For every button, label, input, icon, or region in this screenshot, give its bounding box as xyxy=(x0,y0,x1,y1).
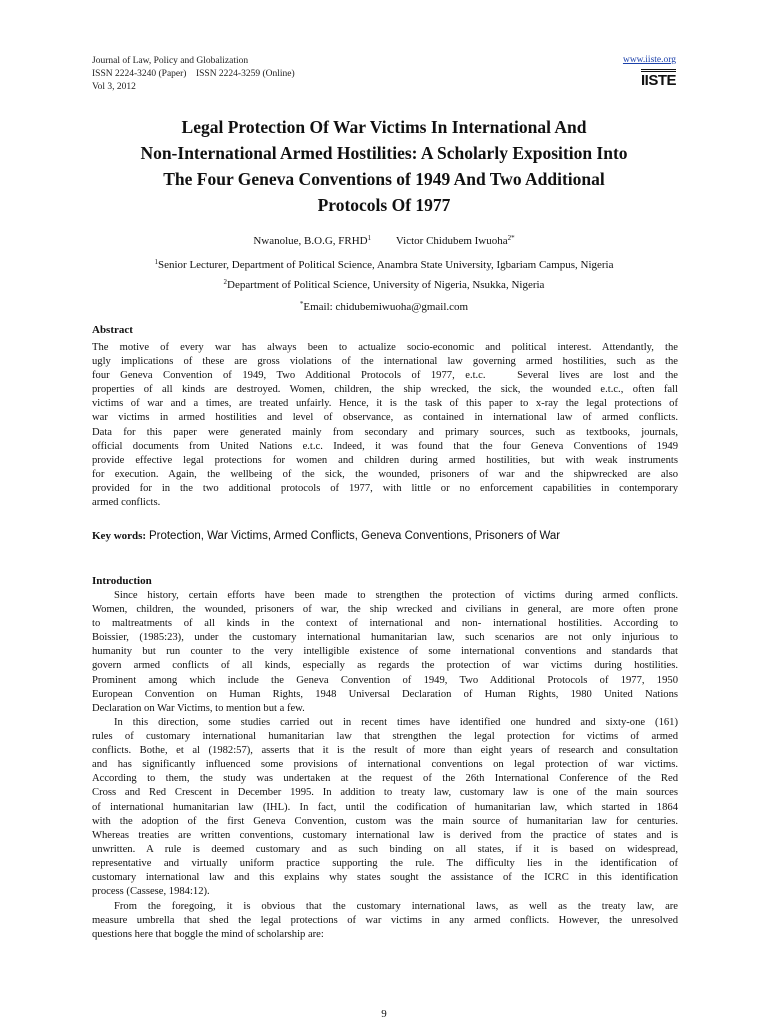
abstract-heading: Abstract xyxy=(92,324,133,336)
intro-line: conflicts. Bothe, et al (1982:57), asserts that it is the result of more than eight years of research and consultation xyxy=(92,745,678,757)
abstract-line: four Geneva Convention of 1949, Two Additional Protocols of 1977, e.t.c. Several lives are lost and the xyxy=(92,370,678,382)
intro-line: measure umbrella that shed the legal protections of war victims in any armed conflicts. However, the unresolved xyxy=(92,915,678,927)
intro-line: Boissier, (1985:23), under the customary international humanitarian law, such scenarios are not only injurious to xyxy=(92,632,678,644)
abstract-line: provide effective legal protections for women and children during armed hostilities, but with weak instruments xyxy=(92,454,678,466)
abstract-line: victims of war and a times, are treated unfairly. Hence, it is the task of this paper to x-ray the legal protections of xyxy=(92,398,678,410)
title-line: Non-International Armed Hostilities: A Scholarly Exposition Into xyxy=(140,143,628,163)
journal-name: Journal of Law, Policy and Globalization xyxy=(92,56,249,66)
intro-line: govern armed conflicts of all kinds, especially as regards the protection of war victims during hostilities. xyxy=(92,660,678,672)
intro-line: In this direction, some studies carried out in recent times have identified one hundred and sixty-one (161) xyxy=(114,717,678,728)
intro-line: rules of customary international humanitarian law that strengthen the legal protection for victims of armed xyxy=(92,731,678,743)
intro-line: and has significantly influenced some provisions of international conventions on legal protection of war victims. xyxy=(92,759,678,771)
journal-url-link[interactable]: www.iiste.org xyxy=(622,55,676,65)
abstract-line: armed conflicts. xyxy=(92,497,161,509)
introduction-paragraph-3 xyxy=(92,900,678,942)
intro-line: Women, children, the wounded, prisoners of war, the ship wrecked and civilians in general, are more often prone xyxy=(92,604,678,616)
journal-header xyxy=(92,55,295,94)
intro-line: Whereas treaties are written conventions, customary international law is derived from the practice of states and is xyxy=(92,829,678,841)
affiliation-1-sup: 1 xyxy=(154,258,158,266)
intro-line: representative and virtually uniform practice supporting the rule. The difficulty lies in the identification of xyxy=(92,857,678,869)
abstract-line: provided for in the two additional protocols of 1977, with little or no enforcement capabilities in contemporary xyxy=(92,482,678,494)
abstract-line: Data for this paper were generated mainly from secondary and primary sources, such as textbooks, journals, xyxy=(92,426,678,438)
author-2-sup: 2* xyxy=(507,234,515,242)
page-number: 9 xyxy=(381,1008,387,1020)
intro-line: Since history, certain efforts have been made to strengthen the protection of victims during armed conflicts. xyxy=(114,590,678,601)
author-line xyxy=(92,235,676,247)
keywords-label: Key words: xyxy=(92,530,147,542)
affiliation-1-text: Senior Lecturer, Department of Political Science, Anambra State University, Igbariam Campus, Nigeria xyxy=(157,259,614,271)
publisher-block xyxy=(612,55,676,90)
intro-line: to maltreatments of all kinds in the context of international and non- international hostilities. According to xyxy=(92,618,678,630)
affiliation-2-sup: 2 xyxy=(223,278,228,286)
journal-issn: ISSN 2224-3240 (Paper) ISSN 2224-3259 (Online) xyxy=(92,69,295,79)
intro-line: humanity but run counter to the very intelligible existence of some international conventions and standards that xyxy=(92,646,678,658)
author-1-sup: 1 xyxy=(367,234,372,242)
intro-line: with the adoption of the first Geneva Convention, custom was the main source of humanitarian law for centuries. xyxy=(92,815,678,827)
keywords-value: Protection, War Victims, Armed Conflicts, Geneva Conventions, Prisoners of War xyxy=(148,530,561,542)
introduction-paragraph-1 xyxy=(92,589,678,716)
keywords xyxy=(92,530,560,542)
intro-line: Prominent among which include the Geneva Convention of 1949, Two Additional Protocols of 1977, 1950 xyxy=(92,674,678,686)
intro-line: customary international law and this explains why states sought the assistance of the ICRC in this identification xyxy=(92,872,678,884)
intro-line: From the foregoing, it is obvious that the customary international laws, as well as the treaty law, are xyxy=(114,901,678,912)
title-line: Protocols Of 1977 xyxy=(317,195,451,215)
corresponding-email xyxy=(92,301,676,313)
abstract-line: for execution. Again, the wellbeing of the sick, the wounded, prisoners of war and the shipwrecked are also xyxy=(92,468,678,480)
intro-line: of international humanitarian law (IHL). In fact, until the codification of humanitarian law, which started in 1864 xyxy=(92,801,678,813)
affiliation-1 xyxy=(92,259,676,271)
affiliation-2 xyxy=(92,279,676,291)
intro-line: questions here that boggle the mind of scholarship are: xyxy=(92,929,324,941)
affiliation-2-text: Department of Political Science, University of Nigeria, Nsukka, Nigeria xyxy=(227,279,545,291)
title-line: The Four Geneva Conventions of 1949 And Two Additional xyxy=(163,169,605,189)
intro-line: unwritten. A rule is deemed customary and as such binding on all states, if it is based on widespread, xyxy=(92,843,678,855)
journal-volume: Vol 3, 2012 xyxy=(92,82,136,92)
intro-line: European Convention on Human Rights, 1948 Universal Declaration of Human Rights, 1980 United Nations xyxy=(92,688,678,700)
intro-line: According to them, the study was undertaken at the request of the 26th International Conference of the Red xyxy=(92,773,678,785)
email-text: Email: chidubemiwuoha@gmail.com xyxy=(303,301,469,313)
title-line: Legal Protection Of War Victims In International And xyxy=(181,117,587,137)
abstract-line: ugly implications of these are gross violations of the international law governing armed hostilities, such as the xyxy=(92,356,678,368)
author-2: Victor Chidubem Iwuoha xyxy=(395,235,508,247)
iiste-logo: IISTE xyxy=(641,69,676,89)
intro-line: Cross and Red Crescent in December 1995. In addition to treaty law, customary law is one of the main sources xyxy=(92,787,678,799)
introduction-paragraph-2 xyxy=(92,716,678,899)
abstract-line: war victims in armed hostilities and level of observance, as contained in international law of armed conflicts. xyxy=(92,412,678,424)
paper-title xyxy=(80,114,688,218)
abstract-line: properties of all kinds are destroyed. Women, children, the ship wrecked, the sick, the wounded e.t.c., often fall xyxy=(92,384,678,396)
intro-line: Declaration on War Victims, to mention but a few. xyxy=(92,702,305,714)
introduction-heading: Introduction xyxy=(92,575,152,587)
abstract-line: The motive of every war has always been to actualize socio-economic and political interest. Attendantly, the xyxy=(92,342,678,353)
intro-line: process (Cassese, 1984:12). xyxy=(92,886,210,898)
abstract-body xyxy=(92,341,678,510)
author-1: Nwanolue, B.O.G, FRHD xyxy=(253,235,368,247)
email-sup: * xyxy=(299,300,304,308)
abstract-line: official documents from United Nations e.t.c. Indeed, it was found that the four Geneva Conventions of 1949 xyxy=(92,440,678,452)
